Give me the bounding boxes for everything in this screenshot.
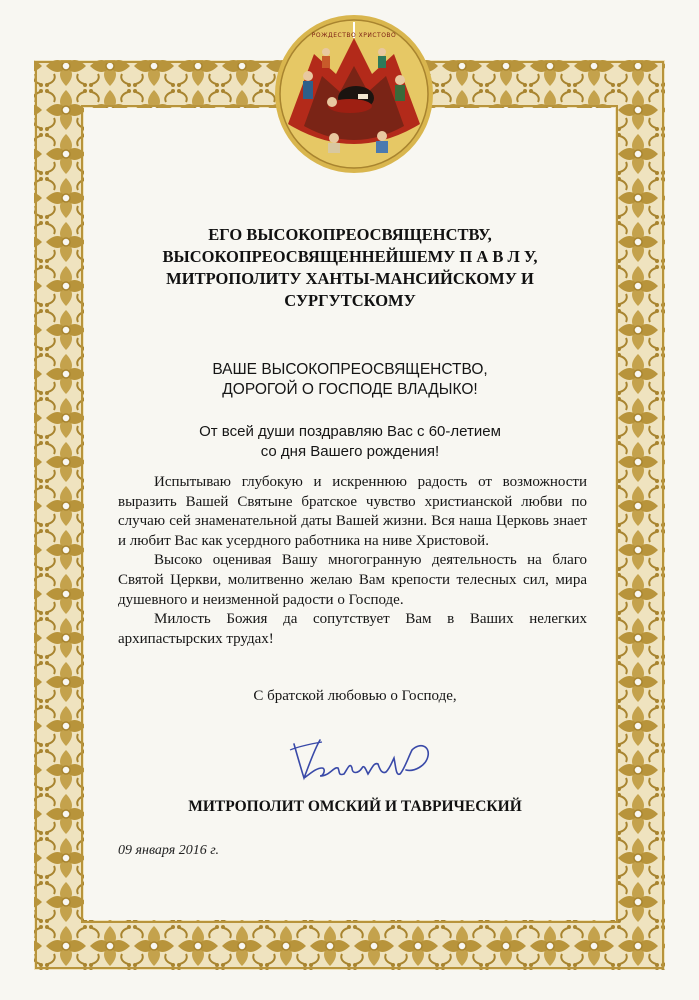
body-paragraph: Высоко оценивая Вашу многогранную деятельность на благо Святой Церкви, молитвенно желаю Вам крепости телесных сил, мира душевного и неизменной радости о Господе. [118,552,587,608]
congratulation-line: От всей души поздравляю Вас с 60-летием [199,423,501,440]
letter-body [118,473,587,649]
salutation [120,360,580,400]
salutation-line: ДОРОГОЙ О ГОСПОДЕ ВЛАДЫКО! [222,381,478,398]
addressee-line: ВЫСОКОПРЕОСВЯЩЕННЕЙШЕМУ П А В Л У, [162,247,538,266]
salutation-line: ВАШЕ ВЫСОКОПРЕОСВЯЩЕНСТВО, [212,361,488,378]
letter-date: 09 января 2016 г. [118,843,220,858]
congratulation [120,422,580,462]
closing-line: С братской любовью о Господе, [253,688,457,704]
signature-image [280,728,440,788]
body-paragraph: Испытываю глубокую и искреннюю радость от возможности выразить Вашей Святыне братское чувство христианской любви по случаю сей знаменательной даты Вашей жизни. Вся наша Церковь знает и любит Вас как усердного работника на ниве Христовой. [118,474,587,549]
icon-caption: РОЖДЕСТВО ХРИСТОВО [311,32,397,39]
body-paragraph: Милость Божия да сопутствует Вам в Ваших нелегких архипастырских трудах! [118,611,587,647]
signer-title: МИТРОПОЛИТ ОМСКИЙ И ТАВРИЧЕСКИЙ [188,798,522,815]
addressee-line: МИТРОПОЛИТУ ХАНТЫ-МАНСИЙСКОМУ И [166,269,534,288]
addressee-block [120,224,580,312]
congratulation-line: со дня Вашего рождения! [260,443,440,460]
addressee-line: ЕГО ВЫСОКОПРЕОСВЯЩЕНСТВУ, [208,225,492,244]
addressee-line: СУРГУТСКОМУ [284,291,416,310]
